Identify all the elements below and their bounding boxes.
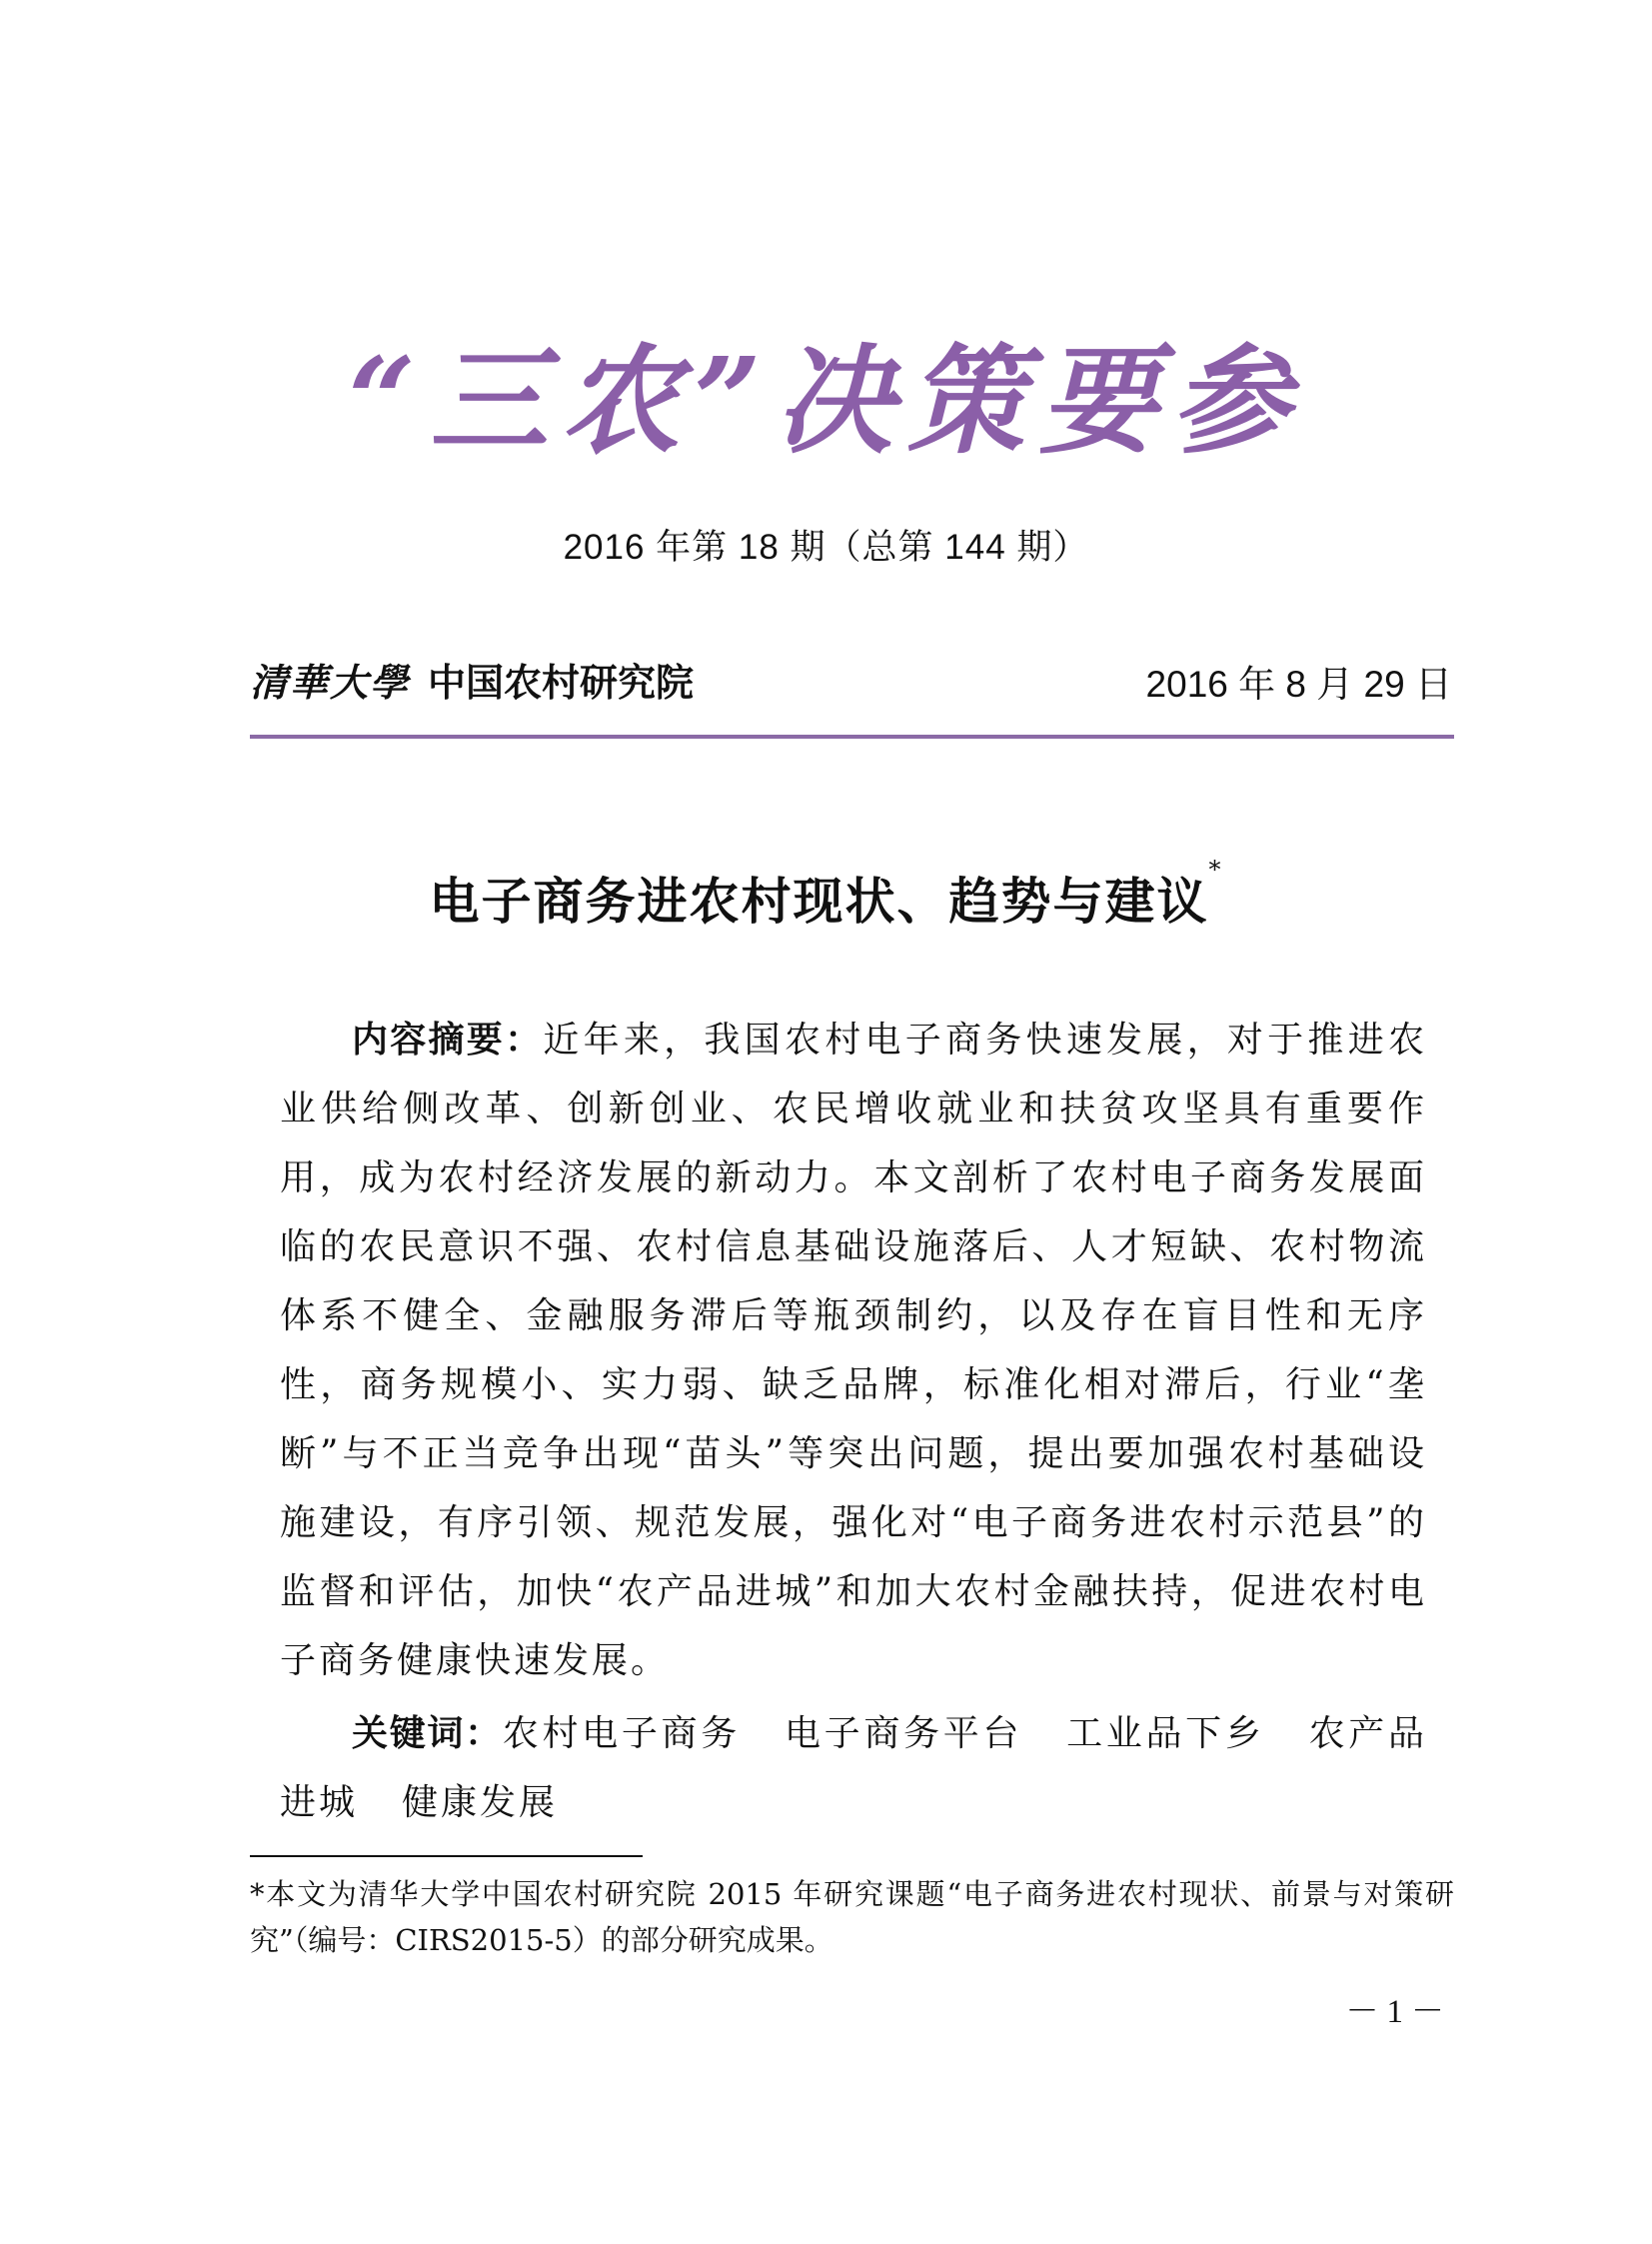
- organization-header: [250, 652, 694, 707]
- keyword-item: 工业品下乡: [1066, 1713, 1265, 1754]
- article-title-text: 电子商务进农村现状、趋势与建议: [429, 872, 1209, 931]
- keywords-label: 关键词：: [352, 1713, 503, 1754]
- header-divider: [250, 735, 1454, 739]
- keyword-item: 农产品进城: [280, 1713, 1427, 1823]
- masthead: [0, 330, 1652, 480]
- article-title: [0, 856, 1652, 934]
- abstract-paragraph: [280, 1006, 1427, 1695]
- page-number: －1－: [1345, 1994, 1452, 2030]
- masthead-title: “三农”决策要参: [348, 331, 1303, 470]
- issue-line: 2016 年第 18 期（总第 144 期）: [563, 528, 1089, 567]
- footnote-text: *本文为清华大学中国农村研究院 2015 年研究课题“电子商务进农村现状、前景与对策研究”（编号：CIRS2015-5）的部分研究成果。: [250, 1877, 1454, 1957]
- abstract-label: 内容摘要：: [352, 1020, 544, 1061]
- university-logo-text: 清華大學: [250, 660, 411, 705]
- keywords-paragraph: [280, 1699, 1427, 1837]
- keyword-item: 健康发展: [402, 1782, 559, 1823]
- publication-date: 2016 年 8 月 29 日: [1145, 664, 1452, 705]
- masthead-svg: [0, 330, 1652, 480]
- footnote-marker: *: [1208, 856, 1223, 884]
- keyword-item: 农村电子商务: [502, 1713, 741, 1754]
- abstract-text: 近年来，我国农村电子商务快速发展，对于推进农业供给侧改革、创新创业、农民增收就业和扶贫攻坚具有重要作用，成为农村经济发展的新动力。本文剖析了农村电子商务发展面临的农民意识不强、农村信息基础设施落后、人才短缺、农村物流体系不健全、金融服务滞后等瓶颈制约，以及存在盲目性和无序性，商务规模小、实力弱、缺乏品牌，标准化相对滞后，行业“垄断”与不正当竞争出现“苗头”等突出问题，提出要加强农村基础设施建设，有序引领、规范发展，强化对“电子商务进农村示范县”的监督和评估，加快“农产品进城”和加大农村金融扶持，促进农村电子商务健康快速发展。: [280, 1020, 1427, 1681]
- institute-name: 中国农村研究院: [428, 660, 695, 705]
- keyword-item: 电子商务平台: [784, 1713, 1023, 1754]
- footnote-divider: [250, 1855, 643, 1857]
